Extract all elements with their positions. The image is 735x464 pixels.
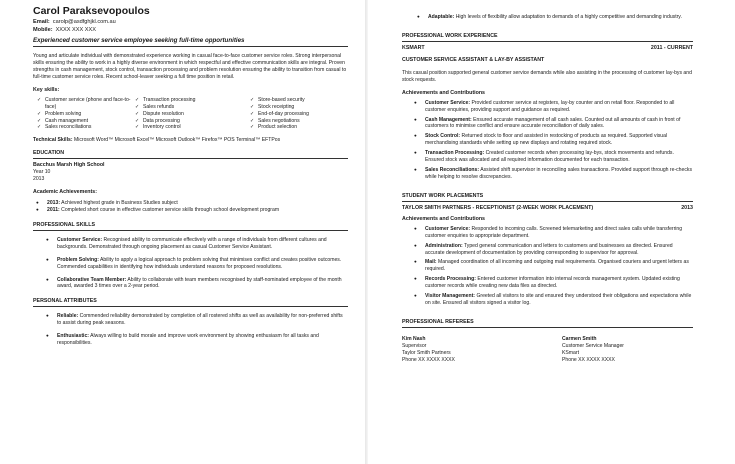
placement-company: TAYLOR SMITH PARTNERS - RECEPTIONIST (2-WEEK WORK PLACEMENT) <box>402 204 594 211</box>
list-item: ● Customer Service: Provided customer service at registers, lay-by counter and on retail floor. Responded to all customer enquiries, providing support and guidance as required. <box>402 100 693 114</box>
referee-org: KSmart <box>562 349 579 356</box>
skill-item: ✓ Product selection <box>250 124 298 131</box>
profile-summary: Young and articulate individual with demonstrated experience working in casual face-to-face customer service roles. Strong interpersonal skills ensuring the ability to work in a highly diverse environment in which respectful and effective communication skills are integral. Proven strengths in cash management, stock control, transaction processing and problem resolution ensuring the ability to transition from casual to full-time customer service roles. Recent school-leaver seeking a full time position in retail. <box>33 53 347 80</box>
referee-title: Customer Service Manager <box>562 342 624 349</box>
skills-column-3 <box>250 97 340 132</box>
bullet-icon: ● <box>414 166 417 172</box>
candidate-name: Carol Paraksevopoulos <box>33 5 150 17</box>
placement-achievements-list <box>402 226 693 307</box>
referee-name: Carmen Smith <box>562 335 597 342</box>
checkmark-icon: ✓ <box>37 96 42 103</box>
technical-skills-value: Microsoft Word™ Microsoft Excel™ Microsoft Outlook™ Firefox™ POS Terminal™ EFTPos <box>73 137 281 144</box>
list-item: ● Administration: Typed general communication and letters to customers and businesses as directed. Ensured accurate development of documentation by providing corresponding to supervisor for approval. <box>402 243 693 257</box>
personal-attributes-list <box>33 313 348 347</box>
skill-item: ✓ Transaction processing <box>135 96 196 103</box>
email-label: Email: <box>33 19 50 25</box>
bullet-icon: ● <box>414 276 417 282</box>
list-item: ● Reliable: Commended reliability demonstrated by completion of all rostered shifts as well as availability for non-preferred shifts to assist during peak seasons. <box>33 313 348 327</box>
personal-attributes-heading: PERSONAL ATTRIBUTES <box>33 298 348 307</box>
list-item: ● Transaction Processing: Created customer records when processing lay-bys, stock movements and refunds. Ensured stock was allocated and all required information documented for each transaction. <box>402 150 693 164</box>
job-description: This casual position supported general customer service demands while also assisting in the processing of customer lay-bys and stock requests. <box>402 69 692 83</box>
career-objective: Experienced customer service employee seeking full-time opportunities <box>33 37 348 47</box>
list-item: ● Enthusiastic: Always willing to build morale and improve work environment by showing enthusiasm for all tasks and responsibilities. <box>33 333 348 347</box>
checkmark-icon: ✓ <box>250 124 255 131</box>
technical-skills <box>33 137 348 144</box>
referee-title: Supervisor <box>402 342 427 349</box>
referees-heading: PROFESSIONAL REFEREES <box>402 319 693 328</box>
checkmark-icon: ✓ <box>250 96 255 103</box>
bullet-icon: ● <box>414 242 417 248</box>
bullet-icon: ● <box>414 293 417 299</box>
bullet-icon: ● <box>414 259 417 265</box>
placement-year: 2013 <box>681 204 693 211</box>
academic-achievements-label: Academic Achievements: <box>33 189 97 196</box>
page-gutter <box>365 0 368 464</box>
professional-skills-list <box>33 237 348 290</box>
job-title: CUSTOMER SERVICE ASSISTANT & LAY-BY ASSISTANT <box>402 56 545 63</box>
checkmark-icon: ✓ <box>37 124 42 131</box>
checkmark-icon: ✓ <box>135 117 140 124</box>
bullet-icon: ● <box>46 276 49 282</box>
email-line <box>33 19 348 27</box>
checkmark-icon: ✓ <box>250 117 255 124</box>
bullet-icon: ● <box>414 150 417 156</box>
mobile-value: XXXX XXX XXX <box>55 26 96 33</box>
list-item: ● 2013: Achieved highest grade in Business Studies subject <box>33 200 348 207</box>
checkmark-icon: ✓ <box>135 96 140 103</box>
bullet-icon: ● <box>414 99 417 105</box>
resume-page-1 <box>0 0 362 464</box>
list-item: ● Records Processing: Entered customer information into internal records management system. Updated existing customer records while creating new data files as directed. <box>402 276 693 290</box>
list-item: ● Customer Service: Responded to incoming calls. Screened telemarketing and direct sales calls while transferring customer enquiries to appropriate department. <box>402 226 693 240</box>
bullet-icon: ● <box>46 256 49 262</box>
list-item: ● Collaborative Team Member: Ability to collaborate with team members recognised by staff-nominated employee of the month award, awarded 3 times over a 2-year period. <box>33 277 348 291</box>
skills-column-2 <box>135 97 250 132</box>
professional-skills-heading: PROFESSIONAL SKILLS <box>33 222 348 231</box>
checkmark-icon: ✓ <box>37 110 42 117</box>
bullet-icon: ● <box>46 313 49 319</box>
checkmark-icon: ✓ <box>135 110 140 117</box>
list-item: ● Visitor Management: Greeted all visitors to site and ensured they understood their obligations and expectations while on site. Ensured all visitors signed a visitor log. <box>402 293 693 307</box>
list-item: ● Sales Reconciliations: Assisted shift supervisor in reconciling sales transactions. Provided support through re-checks while helping to resolve discrepancies. <box>402 167 693 181</box>
checkmark-icon: ✓ <box>135 124 140 131</box>
bullet-icon: ● <box>414 133 417 139</box>
referee-card <box>402 336 562 364</box>
skill-item: ✓ Inventory control <box>135 124 181 131</box>
bullet-icon: ● <box>46 333 49 339</box>
achievements-label: Achievements and Contributions <box>402 89 485 96</box>
school-name: Bacchus Marsh High School <box>33 162 105 169</box>
list-item: ● Stock Control: Returned stock to floor and assisted in restocking of products as required. Supported visual merchandising standards while setting up new displays and rotating required stock. <box>402 133 693 147</box>
skill-item: ✓ End-of-day processing <box>250 110 309 117</box>
list-item: ● Problem Solving: Ability to apply a logical approach to problem solving that minimises conflict and creates positive outcomes. Commended capabilities in identifying how individuals understand reasons for proposed resolutions. <box>33 257 348 271</box>
placement-achievements-label: Achievements and Contributions <box>402 215 485 222</box>
mobile-line <box>33 27 348 35</box>
skills-column-1 <box>37 97 135 132</box>
referee-phone: Phone XX XXXX XXXX <box>402 356 455 363</box>
list-item: ● Adaptable: High levels of flexibility allow adaptation to demands of a highly competitive and demanding industry. <box>402 14 693 21</box>
skill-item: ✓ Problem solving <box>37 110 82 117</box>
skill-item: ✓ Sales negotiations <box>250 117 300 124</box>
checkmark-icon: ✓ <box>250 110 255 117</box>
checkmark-icon: ✓ <box>37 117 42 124</box>
skill-item: ✓ Sales refunds <box>135 103 175 110</box>
school-date: 2013 <box>33 176 45 183</box>
bullet-icon: ● <box>36 206 39 212</box>
key-skills-label: Key skills: <box>33 86 60 93</box>
referee-card <box>562 336 693 364</box>
bullet-icon: ● <box>417 14 420 19</box>
job-header <box>402 45 693 52</box>
mobile-label: Mobile: <box>33 26 53 33</box>
bullet-icon: ● <box>414 225 417 231</box>
list-item: ● Customer Service: Recognised ability to communicate effectively with a range of individuals from different cultures and backgrounds. Demonstrated through ongoing placement as casual Customer Service Assistant. <box>33 237 348 251</box>
school-year: Year 10 <box>33 169 51 176</box>
work-experience-heading: PROFESSIONAL WORK EXPERIENCE <box>402 33 693 42</box>
checkmark-icon: ✓ <box>135 103 140 110</box>
referees-grid <box>402 336 693 364</box>
bullet-icon: ● <box>46 236 49 242</box>
email-value[interactable]: carolp@asdfghjkl.com.au <box>52 19 116 25</box>
bullet-icon: ● <box>36 200 39 206</box>
skill-item: ✓ Customer service (phone and face-to-face) <box>37 96 131 110</box>
job-period: 2011 - CURRENT <box>650 44 693 51</box>
technical-skills-label: Technical Skills: <box>33 137 73 144</box>
skill-item: ✓ Cash management <box>37 117 89 124</box>
work-achievements-list <box>402 100 693 181</box>
list-item: ● 2011: Completed short course in effective customer service skills through school development program <box>33 207 348 214</box>
student-placements-heading: STUDENT WORK PLACEMENTS <box>402 193 693 202</box>
company-name: KSMART <box>402 44 425 51</box>
academic-achievements-list <box>33 200 348 214</box>
education-heading: EDUCATION <box>33 150 348 159</box>
skill-item: ✓ Store-based security <box>250 96 305 103</box>
skill-item: ✓ Data processing <box>135 117 180 124</box>
list-item: ● Mail: Managed coordination of all incoming and outgoing mail requirements. Organised couriers and urgent letters as required. <box>402 259 693 273</box>
checkmark-icon: ✓ <box>250 103 255 110</box>
list-item: ● Cash Management: Ensured accurate management of all cash sales. Counted out all amounts of cash in front of customers to minimise conflict and ensure accurate reconciliation of daily sales. <box>402 117 693 131</box>
resume-page-2 <box>371 0 735 464</box>
placement-header <box>402 205 693 212</box>
referee-name: Kim Nash <box>402 335 426 342</box>
key-skills-grid <box>37 97 348 132</box>
referee-org: Taylor Smith Partners <box>402 349 451 356</box>
skill-item: ✓ Sales reconciliations <box>37 124 92 131</box>
bullet-icon: ● <box>414 116 417 122</box>
referee-phone: Phone XX XXXX XXXX <box>562 356 615 363</box>
skill-item: ✓ Stock receipting <box>250 103 295 110</box>
skill-item: ✓ Dispute resolution <box>135 110 184 117</box>
